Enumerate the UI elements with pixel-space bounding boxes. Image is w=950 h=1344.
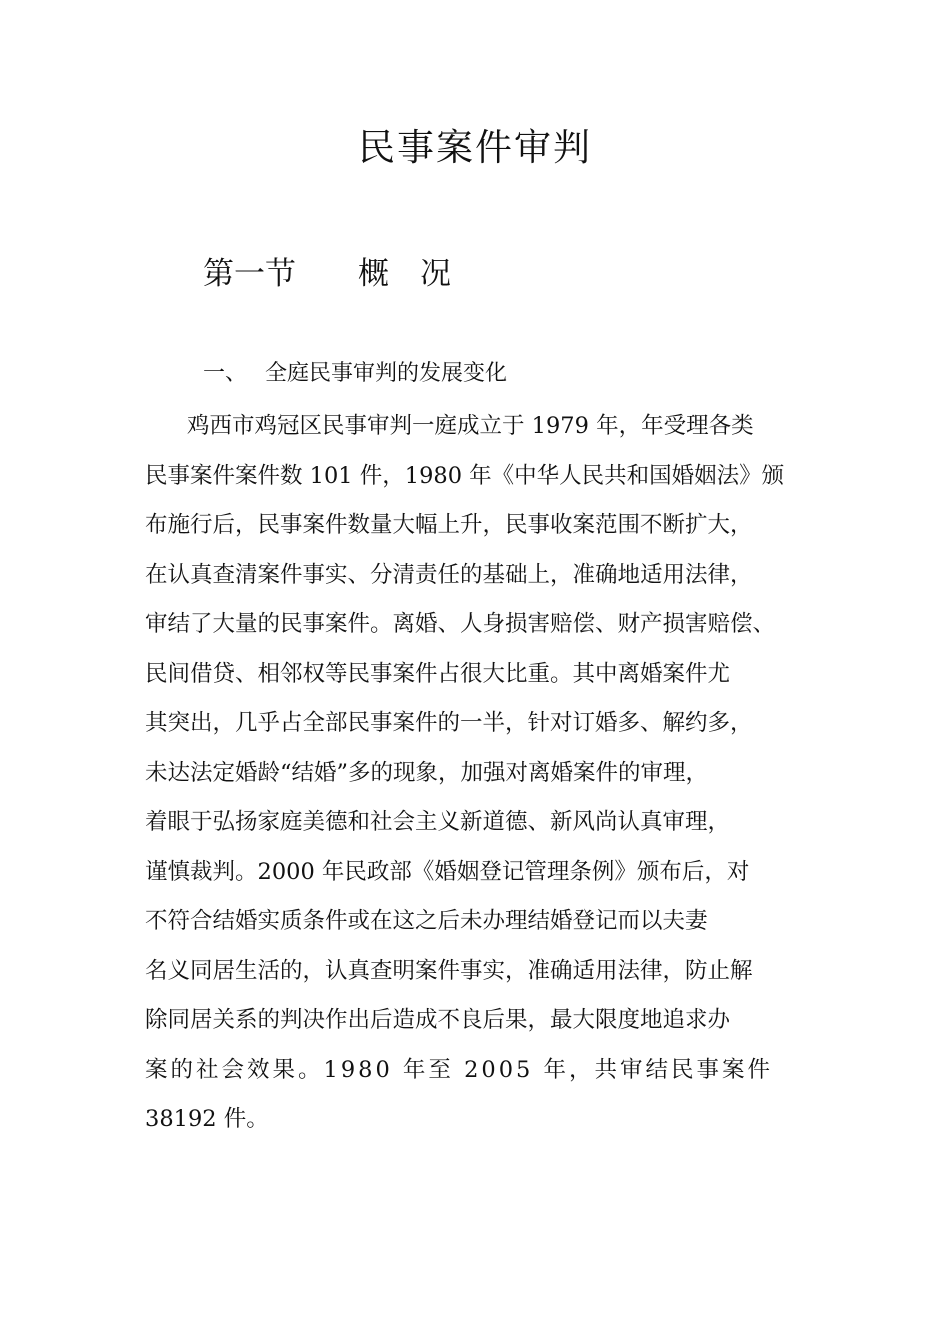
paragraph-line: 民事案件案件数 101 件，1980 年《中华人民共和国婚姻法》颁 [145, 462, 785, 489]
paragraph-line: 不符合结婚实质条件或在这之后未办理结婚登记而以夫妻 [145, 908, 708, 934]
paragraph-line: 在认真查清案件事实、分清责任的基础上，准确地适用法律， [145, 561, 753, 588]
paragraph-line: 谨慎裁判。2000 年民政部《婚姻登记管理条例》颁布后，对 [145, 858, 750, 885]
document-title: 民事案件审判 [358, 126, 592, 169]
paragraph-line: 着眼于弘扬家庭美德和社会主义新道德、新风尚认真审理， [145, 809, 731, 835]
paragraph-line: 民间借贷、相邻权等民事案件占很大比重。其中离婚案件尤 [145, 660, 731, 687]
paragraph-line: 38192 件。 [145, 1106, 269, 1132]
paragraph-line: 审结了大量的民事案件。离婚、人身损害赔偿、财产损害赔偿、 [145, 611, 776, 637]
paragraph-line: 未达法定婚龄“结婚”多的现象，加强对离婚案件的审理， [145, 759, 709, 786]
paragraph-line: 除同居关系的判决作出后造成不良后果，最大限度地追求办 [145, 1007, 731, 1033]
body-paragraph [145, 402, 815, 1145]
subsection-heading: 一、 全庭民事审判的发展变化 [203, 361, 507, 386]
section-heading: 第一节 概 况 [203, 256, 451, 292]
paragraph-line: 鸡西市鸡冠区民事审判一庭成立于 1979 年，年受理各类 [187, 413, 754, 439]
paragraph-line: 案的社会效果。1980 年至 2005 年，共审结民事案件 [145, 1056, 773, 1083]
paragraph-line: 其突出，几乎占全部民事案件的一半，针对订婚多、解约多， [145, 710, 753, 736]
paragraph-line: 布施行后，民事案件数量大幅上升，民事收案范围不断扩大， [145, 512, 753, 538]
paragraph-line: 名义同居生活的，认真查明案件事实，准确适用法律，防止解 [145, 957, 753, 984]
